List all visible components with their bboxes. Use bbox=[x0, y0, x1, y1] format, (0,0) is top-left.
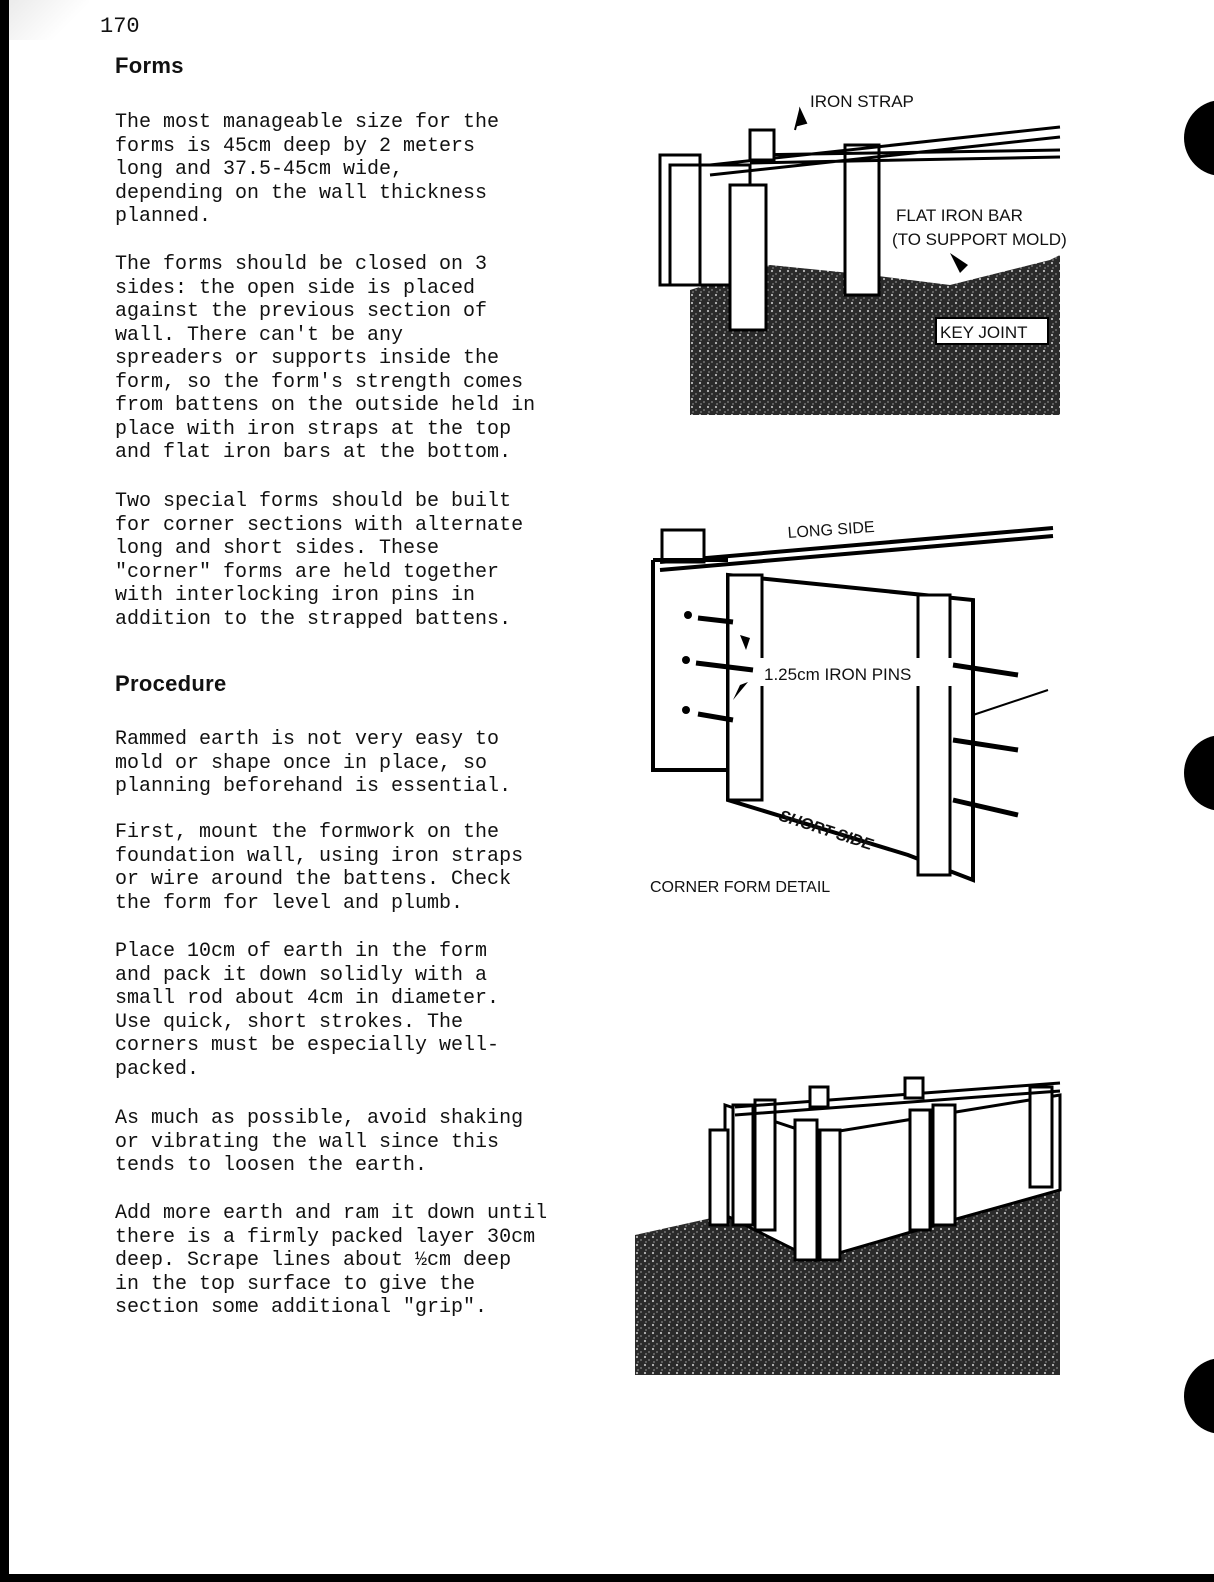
scan-corner-noise bbox=[9, 0, 89, 40]
binder-hole-middle bbox=[1184, 735, 1214, 811]
batten bbox=[918, 595, 950, 875]
section-heading-forms: Forms bbox=[115, 53, 184, 78]
procedure-paragraph-3: Place 10cm of earth in the form and pack it down solidly with a small rod about 4cm in diameter. Use quick, short strokes. The corners must be especially well- packed. bbox=[115, 940, 500, 1081]
batten bbox=[845, 145, 879, 295]
section-heading-procedure: Procedure bbox=[115, 671, 227, 696]
label-key-joint: KEY JOINT bbox=[940, 323, 1028, 342]
procedure-paragraph-5: Add more earth and ram it down until there is a firmly packed layer 30cm deep. Scrape lines about ½cm deep in the top surface to give the section some additional "grip". bbox=[115, 1202, 548, 1319]
strap-clip bbox=[810, 1087, 828, 1107]
corner-form-illustration bbox=[648, 510, 1068, 905]
page-number: 170 bbox=[100, 14, 140, 39]
forms-paragraph-2: The forms should be closed on 3 sides: the open side is placed against the previous section of wall. There can't be any spreaders or supports inside the form, so the form's strength comes from battens on the outside held in place with iron straps at the top and flat iron bars at the bottom. bbox=[115, 253, 536, 464]
label-iron-pins: 1.25cm IRON PINS bbox=[764, 665, 912, 684]
label-to-support-mold: (TO SUPPORT MOLD) bbox=[892, 230, 1067, 249]
strap-clip bbox=[905, 1078, 923, 1098]
label-long-side: LONG SIDE bbox=[787, 518, 876, 542]
strap-clip bbox=[750, 130, 774, 160]
form-assembly-illustration bbox=[650, 85, 1100, 425]
figure-caption-corner-form: CORNER FORM DETAIL bbox=[650, 879, 831, 896]
scan-edge-bottom bbox=[0, 1574, 1214, 1582]
forms-paragraph-1: The most manageable size for the forms is 45cm deep by 2 meters long and 37.5-45cm wide, depending on the wall thickness planned. bbox=[115, 111, 500, 228]
procedure-paragraph-1: Rammed earth is not very easy to mold or shape once in place, so planning beforehand is essential. bbox=[115, 728, 512, 798]
batten bbox=[730, 185, 766, 330]
label-iron-strap: IRON STRAP bbox=[810, 92, 914, 111]
batten bbox=[728, 575, 762, 800]
arrow-icon bbox=[950, 253, 968, 273]
strap-clip bbox=[662, 530, 704, 562]
forms-paragraph-3: Two special forms should be built for corner sections with alternate long and short sides. These "corner" forms are held together with interlocking iron pins in addition to the strapped battens. bbox=[115, 490, 524, 631]
label-flat-iron-bar: FLAT IRON BAR bbox=[896, 206, 1023, 225]
procedure-paragraph-4: As much as possible, avoid shaking or vibrating the wall since this tends to loosen the earth. bbox=[115, 1107, 524, 1177]
label-short-side: SHORT SIDE bbox=[776, 807, 875, 854]
binder-hole-top bbox=[1184, 100, 1214, 176]
corner-formwork-illustration bbox=[635, 1075, 1065, 1385]
arrow-icon bbox=[795, 110, 806, 130]
procedure-paragraph-2: First, mount the formwork on the foundation wall, using iron straps or wire around the battens. Check the form for level and plumb. bbox=[115, 821, 524, 915]
scan-edge-left bbox=[0, 0, 9, 1582]
binder-hole-bottom bbox=[1184, 1358, 1214, 1434]
